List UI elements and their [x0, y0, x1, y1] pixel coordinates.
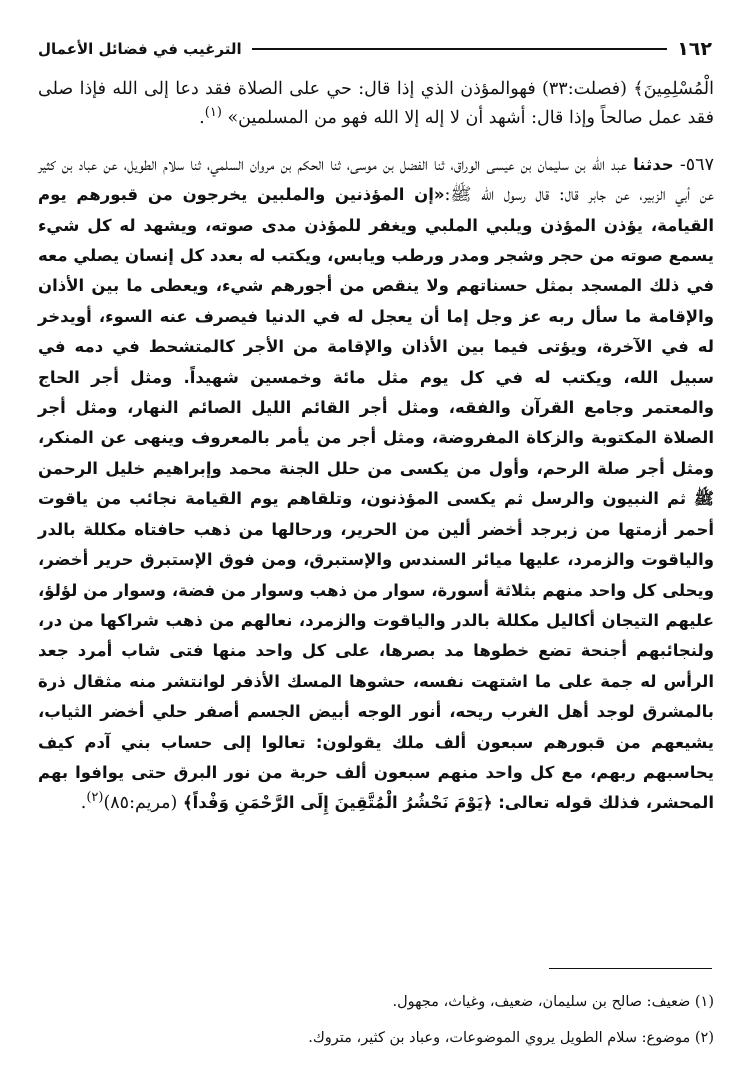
continuation-text: الْمُسْلِمِينَ﴾ (فصلت:٣٣) فهوالمؤذن الذي إذا قال: حي على الصلاة فقد دعا إلى الله فإذا صلى فقد عمل صالحاً وإذا قال: أشهد أن لا إله إلا الله فهو من المسلمين» — [38, 79, 715, 129]
continuation-paragraph — [38, 75, 714, 134]
matn-text: «إن المؤذنين والملبين يخرجون من قبورهم يوم القيامة، يؤذن المؤذن ويلبي الملبي ويغفر للمؤذن مدى صوته، ويشهد له كل شيء يسمع صوته من حجر وشجر ومدر ورطب ويابس، ويكتب له بعدد كل إنسان يصلي معه في ذلك المسجد بمثل حسناتهم ولا ينقص من أجورهم شيء، ويعطى ما بين الأذان والإقامة ما سأل ربه عز وجل إما أن يعجل له في الدنيا فيصرف عنه السوء، أويدخر له في الآخرة، ويؤتى فيما بين الأذان والإقامة من الأجر كالمتشحط في دمه في سبيل الله، ويكتب له في كل يوم مثل مائة وخمسين شهيداً. ومثل أجر الحاج والمعتمر وجامع القرآن والفقه، ومثل أجر القائم الليل الصائم النهار، ومثل أجر الصلاة المكتوبة والزكاة المفروضة، ومثل أجر من يأمر بالمعروف وينهى عن المنكر، ومثل أجر صلة الرحم، وأول من يكسى من حلل الجنة محمد وإبراهيم خليل الرحمن ﷺ ثم النبيون والرسل ثم يكسى المؤذنون، وتلقاهم يوم القيامة نجائب من ياقوت أحمر أزمتها من زبرجد أخضر ألين من الحرير، ورحالها من ذهب حافتاه مكللة بالدر والياقوت والزمرد، عليها ميائر السندس والإستبرق، ومن فوق الإستبرق حرير أخضر، ويحلى كل واحد منهم بثلاثة أسورة، سوار من ذهب وسوار من فضة، وسوار من لؤلؤ، عليهم التيجان أكاليل مكللة بالدر والياقوت والزمرد، نعالهم من ذهب شراكها من در، ولنجائبهم أجنحة تضع خطوها مد بصرها، على كل واحد منها فتى شاب أمرد جعد الرأس له جمة على ما اشتهت نفسه، حشوها المسك الأذفر لوانتشر منه مثقال ذرة بالمشرق لوجد أهل الغرب ريحه، أنور الوجه أبيض الجسم أصفر حلي أخضر الثياب، يشيعهم من قبورهم سبعون ألف ملك يقولون: تعالوا إلى حساب بني آدم كيف يحاسبهم ربهم، مع كل واحد منهم سبعون ألف حربة من نور البرق حتى يوافوا بهم المحشر، فذلك قوله تعالى: — [38, 185, 714, 813]
footnote-separator — [549, 968, 712, 969]
matn-end: . — [80, 793, 87, 814]
footnote-1: (١) ضعيف: صالح بن سليمان، ضعيف، وغياث، مجهول. — [392, 994, 714, 1010]
footnote-marker-1: (١) — [204, 105, 222, 121]
isnad-lead: حدثنا — [633, 154, 674, 174]
main-text — [38, 75, 714, 819]
ayah-reference: (مريم:٨٥) — [103, 793, 178, 814]
running-header — [38, 36, 712, 62]
book-title: الترغيب في فضائل الأعمال — [38, 40, 242, 58]
hadith-number: ٥٦٧- — [679, 154, 714, 175]
page-number: ١٦٢ — [677, 38, 712, 60]
footnote-marker-2: (٢) — [86, 790, 104, 806]
quran-ayah: ﴿يَوْمَ نَحْشُرُ الْمُتَّقِينَ إِلَى الرَّحْمَنِ وَفْداً﴾ — [182, 793, 493, 813]
footnote-2: (٢) موضوع: سلام الطويل يروي الموضوعات، وعباد بن كثير، متروك. — [308, 1030, 714, 1046]
header-rule — [252, 48, 668, 50]
continuation-end: . — [199, 108, 205, 129]
hadith-paragraph — [38, 150, 714, 819]
footnotes — [38, 984, 714, 1056]
isnad-text: عبد الله بن سليمان بن عيسى الوراق، ثنا الفضل بن موسى، ثنا الحكم بن مروان السلمي، ثنا سلام الطويل، عن عباد بن كثير عن أبي الزبير، عن جابر قال: قال رسول الله ﷺ: — [38, 154, 714, 206]
